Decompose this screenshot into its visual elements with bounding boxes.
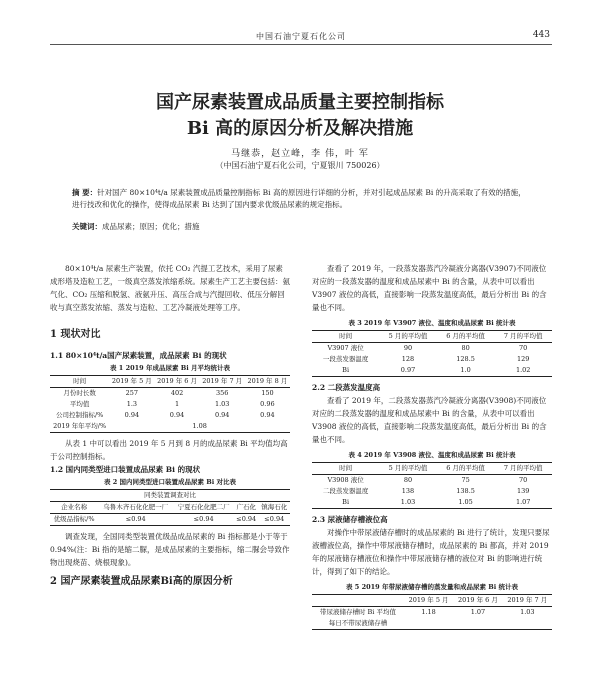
table-row bbox=[312, 607, 552, 619]
keywords bbox=[72, 221, 532, 233]
table-1-caption: 表 1 2019 年成品尿素 Bi 月平均统计表 bbox=[110, 364, 230, 372]
table-row bbox=[312, 486, 552, 497]
table-header-cell: 2019 年 6 月 bbox=[154, 376, 199, 388]
table-header-cell: 时间 bbox=[312, 331, 379, 343]
table-row bbox=[50, 410, 290, 421]
table-row bbox=[312, 475, 552, 487]
table-cell: 1.02 bbox=[494, 365, 552, 377]
table-row bbox=[312, 354, 552, 365]
keywords-text: 成品尿素；原因；优化；措施 bbox=[102, 222, 200, 231]
table-cell: 128 bbox=[401, 355, 415, 363]
table-row bbox=[50, 388, 290, 400]
table-header-cell: 时间 bbox=[50, 376, 109, 388]
table-cell: 1.03 bbox=[379, 497, 437, 509]
table-header-cell: 7 月的平均值 bbox=[494, 331, 552, 343]
table-header-cell: 宁夏石化化肥二厂 bbox=[173, 502, 234, 514]
article-title bbox=[0, 90, 600, 142]
journal-name: 中国石油宁夏石化公司 bbox=[256, 32, 346, 41]
section-2-2-heading: 2.2 二段蒸发温度高 bbox=[312, 383, 381, 392]
table-header-cell: 2019 年 6 月 bbox=[453, 595, 502, 607]
table-header-cell: 7 月的平均值 bbox=[494, 463, 552, 475]
table-cell: 129 bbox=[516, 355, 530, 363]
table-cell: 257 bbox=[125, 389, 139, 397]
table-header-cell bbox=[312, 595, 404, 607]
table-cell: ≤0.94 bbox=[173, 514, 234, 526]
table-3-caption: 表 3 2019 年 V3907 液位、温度和成品尿素 Bi 统计表 bbox=[348, 319, 516, 327]
table-cell: 138.5 bbox=[456, 487, 475, 495]
table-cell: 2019 年年平均/% bbox=[50, 421, 109, 433]
table-cell: 优级品指标/% bbox=[50, 514, 98, 526]
table-cell: ≤0.94 bbox=[234, 514, 259, 526]
paragraph: 调查发现，全国同类型装置优级品成品尿素的 Bi 指标都是小于等于 0.94%(注：Bi 指的是缩二脲，是成品尿素的主要指标，缩二脲会导致作物出现烧苗、烧根现象)。 bbox=[50, 532, 290, 567]
table-cell: 356 bbox=[216, 389, 229, 397]
paragraph: 从表 1 中可以看出 2019 年 5 月到 8 月的成品尿素 Bi 平均值均高于公司控制指标。 bbox=[50, 439, 288, 461]
abstract-label: 摘 要： bbox=[72, 188, 98, 197]
table-cell: 75 bbox=[461, 476, 470, 484]
table-cell: Bi bbox=[312, 365, 379, 377]
table-5 bbox=[312, 594, 552, 630]
table-cell: 128.5 bbox=[456, 355, 475, 363]
section-2-heading: 2 国产尿素装置成品尿素Bi高的原因分析 bbox=[50, 576, 233, 587]
title-line-2: Bi 高的原因分析及解决措施 bbox=[186, 118, 414, 139]
table-2-caption: 表 2 国内同类型进口装置成品尿素 Bi 对比表 bbox=[103, 478, 237, 486]
table-row bbox=[312, 365, 552, 377]
table-header-cell: 时间 bbox=[312, 463, 379, 475]
title-line-1: 国产尿素装置成品质量主要控制指标 bbox=[156, 92, 444, 113]
table-cell: 139 bbox=[516, 487, 530, 495]
right-column bbox=[312, 262, 552, 630]
table-cell: 月份时长数 bbox=[63, 389, 96, 397]
paragraph: 查看了 2019 年，二段蒸发器蒸汽冷凝液分离器(V3908)不同液位对应的二段蒸发器的温度和成品尿素中 Bi 的含量，从表中可以看出 V3908 液位的高低，直接影响二段蒸发温度高低，最后分析出 Bi 的含量也不同。 bbox=[312, 396, 547, 444]
page-number: 443 bbox=[532, 30, 550, 40]
table-cell: 138 bbox=[401, 487, 415, 495]
table-cell: 1.3 bbox=[126, 400, 138, 408]
table-cell: 1.05 bbox=[437, 497, 495, 509]
table-cell: 每日不带尿液储存槽 bbox=[312, 618, 404, 630]
table-2 bbox=[50, 489, 290, 526]
table-row bbox=[50, 399, 290, 410]
table-header-cell: 广石化 bbox=[234, 502, 259, 514]
table-3 bbox=[312, 330, 552, 377]
table-header-cell: 5 月的平均值 bbox=[379, 331, 437, 343]
table-cell: ≤0.94 bbox=[98, 514, 173, 526]
section-2-3-heading: 2.3 尿液储存槽液位高 bbox=[312, 515, 388, 524]
table-cell: ≤0.94 bbox=[259, 514, 290, 526]
table-header-cell: 2019 年 7 月 bbox=[200, 376, 245, 388]
table-cell: 1 bbox=[174, 400, 180, 408]
table-cell: 1.0 bbox=[437, 365, 495, 377]
table-cell: 公司控制指标/% bbox=[55, 411, 104, 419]
table-cell: 80 bbox=[461, 344, 470, 352]
table-1 bbox=[50, 375, 290, 433]
section-1-2-heading: 1.2 国内同类型进口装置成品尿素 Bi 的现状 bbox=[50, 465, 201, 474]
section-1-heading: 1 现状对比 bbox=[50, 329, 101, 340]
table-cell: 二段蒸发器温度 bbox=[322, 487, 369, 495]
table-cell: 0.94 bbox=[260, 411, 275, 419]
table-4 bbox=[312, 462, 552, 509]
table-cell: V3908 液位 bbox=[327, 476, 364, 484]
intro-paragraph: 80×10⁴t/a 尿素生产装置，依托 CO₂ 汽提工艺技术，采用了尿素成形塔及造粒工艺，一级真空蒸发浓缩系统。尿素生产工艺主要包括：氨气化、CO₂ 压缩和脱氢、液氨升压、高压合成与汽提回收、低压分解回收与真空蒸发浓缩、蒸发与造粒、工艺冷凝液处理等工序。 bbox=[50, 264, 290, 312]
table-cell bbox=[453, 618, 502, 630]
abstract bbox=[72, 187, 532, 211]
authors: 马继恭，赵立峰，李 伟，叶 军 bbox=[231, 149, 369, 159]
table-header-cell: 镇海石化 bbox=[259, 502, 290, 514]
table-cell: 150 bbox=[261, 389, 274, 397]
table-group-header: 同类装置调查对比 bbox=[50, 490, 290, 502]
table-header-cell: 2019 年 8 月 bbox=[245, 376, 290, 388]
table-cell: 平均值 bbox=[69, 400, 90, 408]
table-4-caption: 表 4 2019 年 V3908 液位、温度和成品尿素 Bi 统计表 bbox=[348, 451, 516, 459]
table-cell: 402 bbox=[170, 389, 184, 397]
table-header-cell: 2019 年 5 月 bbox=[404, 595, 453, 607]
table-cell: 0.96 bbox=[260, 400, 275, 408]
affiliation: （中国石油宁夏石化公司，宁夏银川 750026） bbox=[215, 161, 385, 170]
table-cell: Bi bbox=[312, 497, 379, 509]
table-header-cell: 5 月的平均值 bbox=[379, 463, 437, 475]
table-header-cell: 6 月的平均值 bbox=[437, 331, 495, 343]
table-header-cell: 2019 年 5 月 bbox=[109, 376, 154, 388]
table-row bbox=[312, 497, 552, 509]
table-header-cell: 乌鲁木齐石化化肥一厂 bbox=[98, 502, 173, 514]
table-row bbox=[50, 421, 290, 433]
left-column bbox=[50, 262, 290, 588]
table-row bbox=[312, 343, 552, 355]
table-cell: 带尿液储存槽时 Bi 平均值 bbox=[319, 608, 396, 616]
table-cell: 1.18 bbox=[421, 608, 436, 616]
table-cell: 70 bbox=[519, 476, 528, 484]
table-cell: 1.08 bbox=[109, 421, 290, 433]
table-cell: V3907 液位 bbox=[327, 344, 364, 352]
keywords-label: 关键词： bbox=[72, 222, 102, 231]
table-cell: 0.94 bbox=[169, 411, 185, 419]
table-cell: 1.03 bbox=[520, 608, 535, 616]
table-row bbox=[312, 618, 552, 630]
table-cell: 90 bbox=[403, 344, 413, 352]
table-header-cell: 企业名称 bbox=[50, 502, 98, 514]
table-cell: 1.07 bbox=[470, 608, 486, 616]
table-cell: 0.94 bbox=[214, 411, 230, 419]
section-1-1-heading: 1.1 80×10⁴t/a国产尿素装置，成品尿素 Bi 的现状 bbox=[50, 351, 227, 360]
table-cell: 0.94 bbox=[124, 411, 140, 419]
table-row bbox=[50, 514, 290, 526]
table-cell: 0.97 bbox=[379, 365, 437, 377]
running-header bbox=[50, 30, 552, 45]
paragraph: 对操作中带尿液储存槽时的成品尿素的 Bi 进行了统计，发现只要尿液槽液位高，操作中带尿液储存槽时，成品尿素的 Bi 都高，并对 2019 年的尿液储存槽液位和操作中带尿液储存槽的液位对 Bi 的影响进行统计，得到了如下的结论。 bbox=[312, 528, 550, 576]
abstract-text: 针对国产 80×10⁴t/a 尿素装置成品质量控制指标 Bi 高的原因进行详细的分析，并对引起成品尿素 Bi 的升高采取了有效的措施，进行技改和优化的操作，使得成品尿素 Bi 达到了国内要求优级品尿素的规定指标。 bbox=[72, 188, 526, 209]
table-cell: 1.03 bbox=[214, 400, 230, 408]
table-cell: 70 bbox=[519, 344, 528, 352]
table-header-cell: 6 月的平均值 bbox=[437, 463, 495, 475]
paragraph: 查看了 2019 年，一段蒸发器蒸汽冷凝液分离器(V3907)不同液位对应的一段蒸发器的温度和成品尿素中 Bi 的含量，从表中可以看出 V3907 液位的高低，直接影响一段蒸发温度高低，最后分析出 Bi 的含量也不同。 bbox=[312, 264, 547, 312]
table-5-caption: 表 5 2019 年带尿液储存槽的蒸发量和成品尿素 Bi 统计表 bbox=[346, 583, 518, 591]
table-cell bbox=[503, 618, 552, 630]
table-cell: 一段蒸发器温度 bbox=[322, 355, 369, 363]
table-cell bbox=[404, 618, 453, 630]
table-cell: 1.07 bbox=[494, 497, 552, 509]
table-cell: 80 bbox=[403, 476, 413, 484]
table-header-cell: 2019 年 7 月 bbox=[503, 595, 552, 607]
